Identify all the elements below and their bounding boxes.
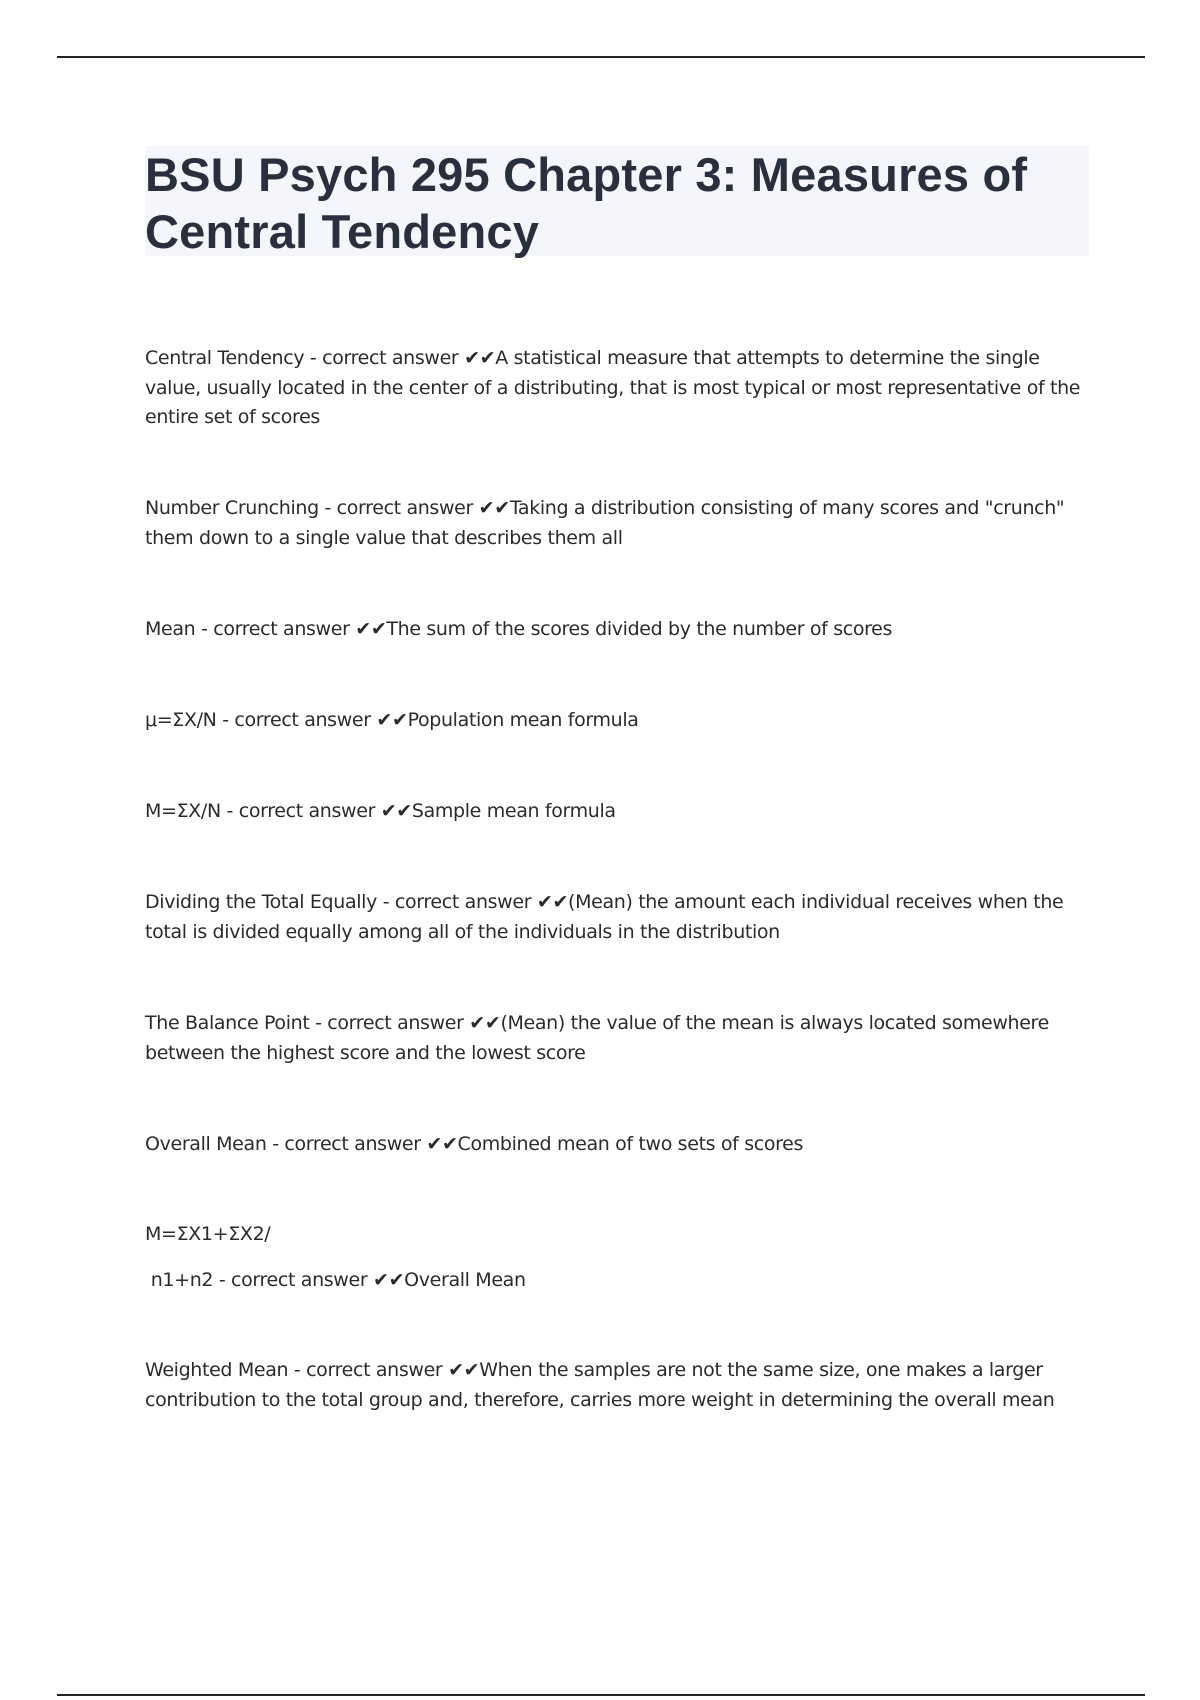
entry-separator: - correct answer (318, 497, 479, 519)
checkmark-icon: ✔✔ (355, 618, 387, 640)
checkmark-icon: ✔✔ (380, 800, 412, 822)
checkmark-icon: ✔✔ (373, 1269, 405, 1291)
entry-term: Central Tendency (145, 347, 305, 369)
entry-separator: - correct answer (220, 800, 381, 822)
entry-definition: (Mean) the amount each individual receives when the total is divided equally among all of the individuals in the distribution (145, 891, 1064, 943)
list-item (145, 1009, 1090, 1068)
list-item (145, 1356, 1090, 1415)
entry-separator: - correct answer (216, 709, 377, 731)
list-item (145, 1130, 1090, 1160)
entry-separator: - correct answer (213, 1269, 373, 1291)
checkmark-icon: ✔✔ (426, 1133, 458, 1155)
entry-term: The Balance Point (145, 1012, 310, 1034)
top-rule (57, 56, 1145, 58)
checkmark-icon: ✔✔ (536, 891, 569, 913)
entry-separator: - correct answer (304, 347, 465, 369)
entry-separator: - correct answer (377, 891, 537, 913)
entry-term: Mean (145, 618, 196, 640)
list-item (145, 344, 1090, 433)
title-banner (145, 146, 1089, 256)
entry-definition: Overall Mean (404, 1269, 526, 1291)
entry-term: μ=ΣX/N (145, 709, 217, 731)
list-item (145, 888, 1090, 947)
list-item (145, 1266, 526, 1296)
checkmark-icon: ✔✔ (469, 1012, 501, 1034)
entry-separator: - correct answer (288, 1359, 449, 1381)
entry-definition: When the samples are not the same size, one makes a larger contribution to the total group and, therefore, carries more weight in determining the overall mean (145, 1359, 1055, 1411)
checkmark-icon: ✔✔ (478, 497, 510, 519)
page-title: BSU Psych 295 Chapter 3: Measures of Central Tendency (145, 148, 1028, 258)
entry-definition: Population mean formula (407, 709, 639, 731)
entry-separator: - correct answer (266, 1133, 427, 1155)
list-item (145, 706, 1090, 736)
bottom-rule (57, 1694, 1145, 1696)
entry-definition: The sum of the scores divided by the number of scores (386, 618, 893, 640)
entry-term: Weighted Mean (145, 1359, 289, 1381)
entry-term-formula-line1: M=ΣX1+ΣX2/ (145, 1223, 271, 1245)
entry-definition: A statistical measure that attempts to determine the single value, usually located in the center of a distributing, that is most typical or most representative of the entire set of scores (145, 347, 1081, 428)
entry-separator: - correct answer (309, 1012, 470, 1034)
entry-term: M=ΣX/N (145, 800, 221, 822)
entry-term: Overall Mean (145, 1133, 267, 1155)
entry-term: Number Crunching (145, 497, 319, 519)
list-item (145, 797, 1090, 827)
checkmark-icon: ✔✔ (464, 347, 496, 369)
entry-definition: (Mean) the value of the mean is always located somewhere between the highest score and the lowest score (145, 1012, 1049, 1064)
list-item (145, 494, 1090, 553)
entry-separator: - correct answer (195, 618, 356, 640)
entry-term: Dividing the Total Equally (145, 891, 377, 913)
entry-term-formula-line2: n1+n2 (145, 1269, 214, 1291)
checkmark-icon: ✔✔ (376, 709, 408, 731)
entry-definition: Taking a distribution consisting of many scores and "crunch" them down to a single value that describes them all (145, 497, 1065, 549)
entry-definition: Combined mean of two sets of scores (457, 1133, 804, 1155)
entry-definition: Sample mean formula (411, 800, 616, 822)
checkmark-icon: ✔✔ (448, 1359, 480, 1381)
list-item (145, 615, 1090, 645)
